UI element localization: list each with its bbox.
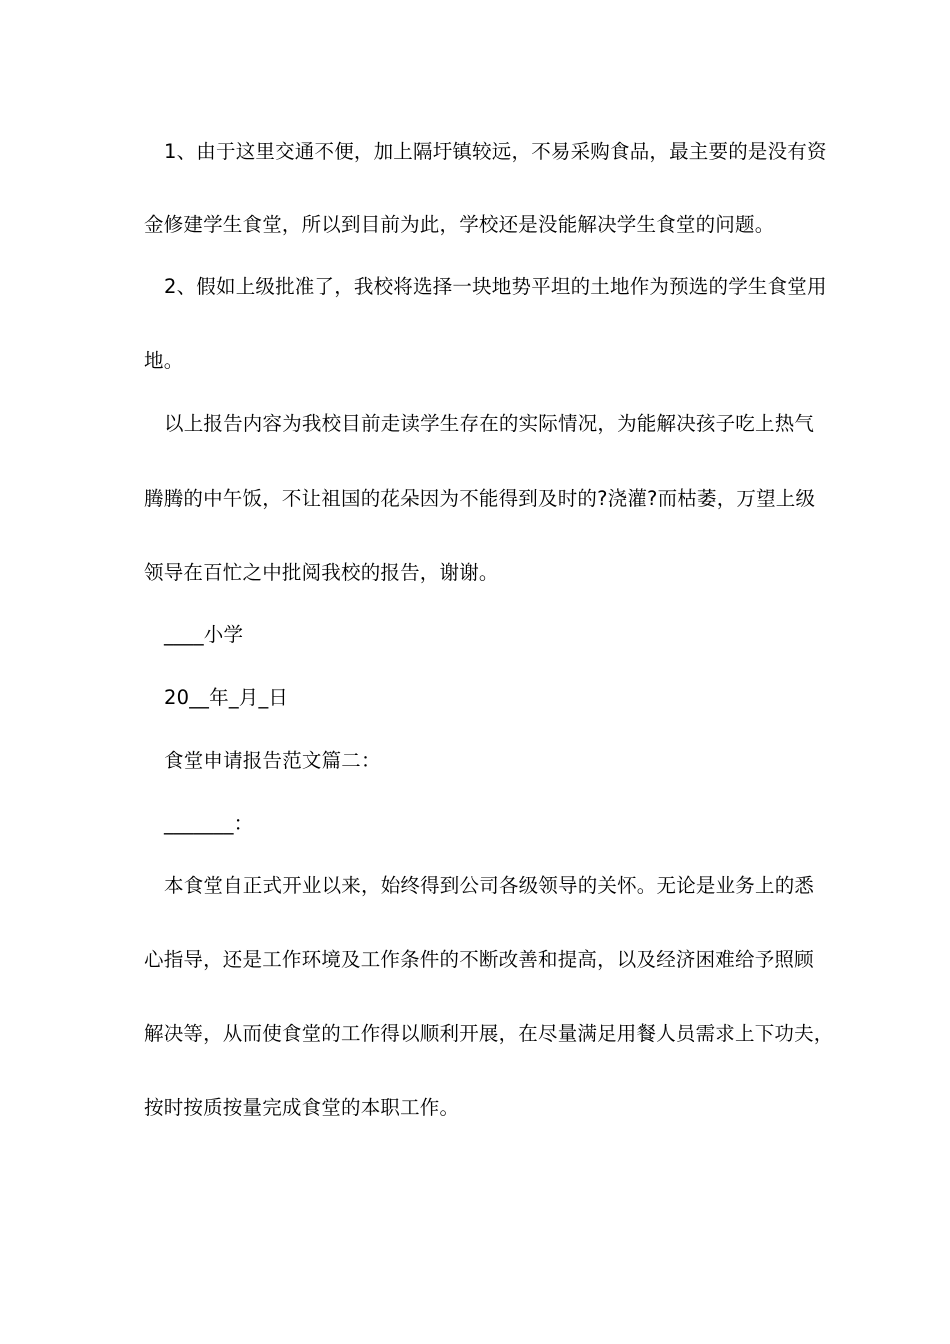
paragraph-4-line-4: 按时按质按量完成食堂的本职工作。 (144, 1096, 460, 1119)
signature-date: 20__年_月_日 (164, 686, 289, 709)
paragraph-4-line-3: 解决等，从而使食堂的工作得以顺利开展，在尽量满足用餐人员需求上下功夫， (144, 1022, 834, 1045)
paragraph-3-line-2: 腾腾的中午饭，不让祖国的花朵因为不能得到及时的?浇灌?而枯萎，万望上级 (144, 487, 816, 510)
paragraph-2-line-1: 2、假如上级批准了，我校将选择一块地势平坦的土地作为预选的学生食堂用 (164, 275, 827, 298)
paragraph-3-line-3: 领导在百忙之中批阅我校的报告，谢谢。 (144, 561, 499, 584)
section-heading: 食堂申请报告范文篇二： (164, 749, 381, 772)
paragraph-4-line-1: 本食堂自正式开业以来，始终得到公司各级领导的关怀。无论是业务上的悉 (164, 874, 815, 897)
paragraph-3-line-1: 以上报告内容为我校目前走读学生存在的实际情况，为能解决孩子吃上热气 (164, 412, 815, 435)
paragraph-1-line-2: 金修建学生食堂，所以到目前为此，学校还是没能解决学生食堂的问题。 (144, 213, 775, 236)
paragraph-4-line-2: 心指导，还是工作环境及工作条件的不断改善和提高，以及经济困难给予照顾 (144, 948, 814, 971)
paragraph-1-line-1: 1、由于这里交通不便，加上隔圩镇较远，不易采购食品，最主要的是没有资 (164, 140, 827, 163)
salutation: _______： (164, 812, 254, 835)
signature-school: ____小学 (164, 623, 244, 646)
paragraph-2-line-2: 地。 (144, 349, 184, 372)
